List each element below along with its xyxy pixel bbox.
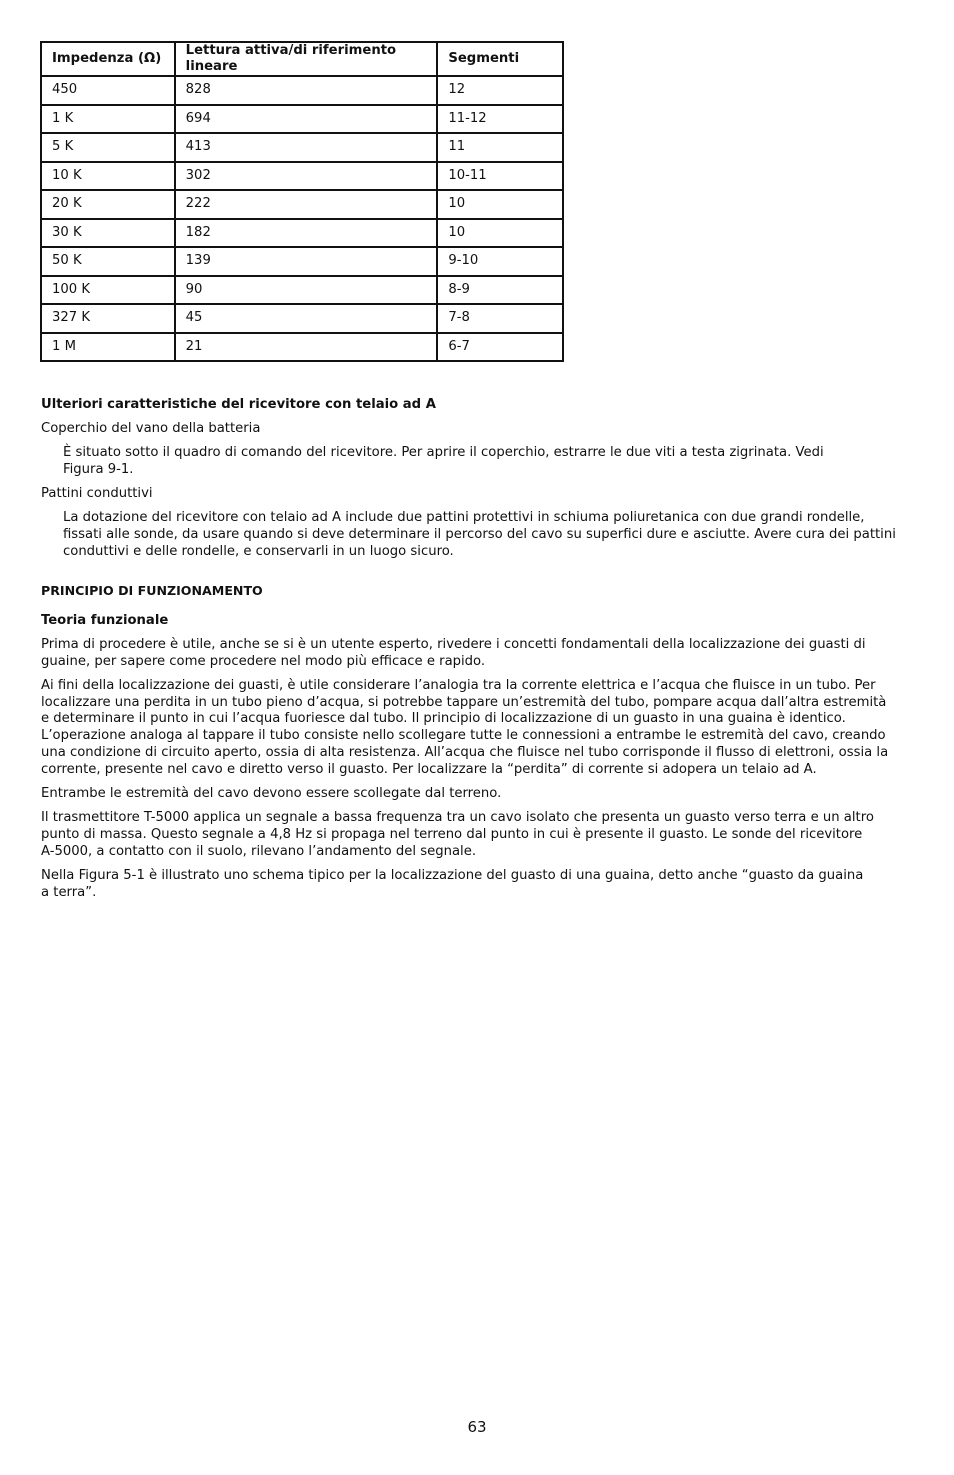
table-cell: 21 (175, 333, 438, 362)
paragraph-line: L’operazione analoga al tappare il tubo consiste nello scollegare tutte le connessioni a entrambe le estremità del cavo, creando (41, 728, 886, 743)
table-header-row (41, 42, 563, 76)
table-header-cell: Impedenza (Ω) (41, 42, 175, 76)
table-row (41, 76, 563, 105)
table-header-cell: Segmenti (437, 42, 563, 76)
table-cell: 302 (175, 162, 438, 191)
table-row (41, 162, 563, 191)
paragraph-line: conduttivi e delle rondelle, e conservarli in un luogo sicuro. (63, 544, 454, 559)
subsection-label: Coperchio del vano della batteria (41, 421, 261, 436)
paragraph-line: una condizione di circuito aperto, ossia di alta resistenza. All’acqua che fluisce nel tubo corrisponde il flusso di elettroni, ossia la (41, 745, 889, 760)
table-row (41, 304, 563, 333)
table-cell: 8-9 (437, 276, 563, 305)
table-cell: 12 (437, 76, 563, 105)
table-cell: 10 (437, 190, 563, 219)
paragraph-line: La dotazione del ricevitore con telaio ad A include due pattini protettivi in schiuma poliuretanica con due grandi rondelle, (63, 510, 865, 525)
impedance-table (40, 41, 564, 362)
table-cell: 50 K (41, 247, 175, 276)
table-cell: 11 (437, 133, 563, 162)
table-cell: 100 K (41, 276, 175, 305)
table-cell: 694 (175, 105, 438, 134)
section-heading: Ulteriori caratteristiche del ricevitore con telaio ad A (41, 397, 436, 412)
table-cell: 1 M (41, 333, 175, 362)
table-cell: 10 (437, 219, 563, 248)
table-cell: 327 K (41, 304, 175, 333)
page-number: 63 (467, 1418, 487, 1436)
table-row (41, 333, 563, 362)
table-cell: 7-8 (437, 304, 563, 333)
section-heading: PRINCIPIO DI FUNZIONAMENTO (41, 583, 263, 598)
table-cell: 6-7 (437, 333, 563, 362)
paragraph-line: a terra”. (41, 885, 97, 900)
paragraph-line: Nella Figura 5-1 è illustrato uno schema tipico per la localizzazione del guasto di una guaina, detto anche “guasto da guaina (41, 868, 864, 883)
paragraph-line: È situato sotto il quadro di comando del ricevitore. Per aprire il coperchio, estrarre le due viti a testa zigrinata. Vedi (63, 445, 824, 460)
table-row (41, 105, 563, 134)
paragraph-line: e determinare il punto in cui l’acqua fuoriesce dal tubo. Il principio di localizzazione di un guasto in una guaina è identico. (41, 711, 846, 726)
table-row (41, 276, 563, 305)
table-cell: 5 K (41, 133, 175, 162)
table-row (41, 247, 563, 276)
paragraph-line: Ai fini della localizzazione dei guasti, è utile considerare l’analogia tra la corrente elettrica e l’acqua che fluisce in un tubo. Per (41, 678, 876, 693)
table-row (41, 219, 563, 248)
table-cell: 222 (175, 190, 438, 219)
paragraph-line: Il trasmettitore T-5000 applica un segnale a bassa frequenza tra un cavo isolato che presenta un guasto verso terra e un altro (41, 810, 874, 825)
paragraph-line: corrente, presente nel cavo e diretto verso il guasto. Per localizzare la “perdita” di corrente si adopera un telaio ad A. (41, 762, 817, 777)
table-cell: 1 K (41, 105, 175, 134)
paragraph-line: Figura 9-1. (63, 462, 134, 477)
subsection-heading: Teoria funzionale (41, 613, 169, 628)
paragraph-line: localizzare una perdita in un tubo pieno d’acqua, si potrebbe tappare un’estremità del tubo, pompare acqua dall’altra estremità (41, 695, 887, 710)
table-cell: 413 (175, 133, 438, 162)
paragraph-line: fissati alle sonde, da usare quando si deve determinare il percorso del cavo su superfici dure e asciutte. Avere cura dei pattini (63, 527, 896, 542)
table-cell: 20 K (41, 190, 175, 219)
table-cell: 139 (175, 247, 438, 276)
paragraph-line: punto di massa. Questo segnale a 4,8 Hz si propaga nel terreno dal punto in cui è presente il guasto. Le sonde del ricevitore (41, 827, 863, 842)
table-cell: 450 (41, 76, 175, 105)
paragraph-line: guaine, per sapere come procedere nel modo più efficace e rapido. (41, 654, 486, 669)
table-cell: 90 (175, 276, 438, 305)
table-cell: 10 K (41, 162, 175, 191)
table-cell: 30 K (41, 219, 175, 248)
table-cell: 45 (175, 304, 438, 333)
table-row (41, 133, 563, 162)
table-cell: 182 (175, 219, 438, 248)
table-cell: 11-12 (437, 105, 563, 134)
subsection-label: Pattini conduttivi (41, 486, 153, 501)
table-cell: 10-11 (437, 162, 563, 191)
table-cell: 828 (175, 76, 438, 105)
paragraph-line: Entrambe le estremità del cavo devono essere scollegate dal terreno. (41, 786, 502, 801)
table-row (41, 190, 563, 219)
table-cell: 9-10 (437, 247, 563, 276)
table-header-cell: Lettura attiva/di riferimento lineare (175, 42, 438, 76)
paragraph-line: Prima di procedere è utile, anche se si è un utente esperto, rivedere i concetti fondamentali della localizzazione dei guasti di (41, 637, 866, 652)
paragraph-line: A-5000, a contatto con il suolo, rilevano l’andamento del segnale. (41, 844, 477, 859)
